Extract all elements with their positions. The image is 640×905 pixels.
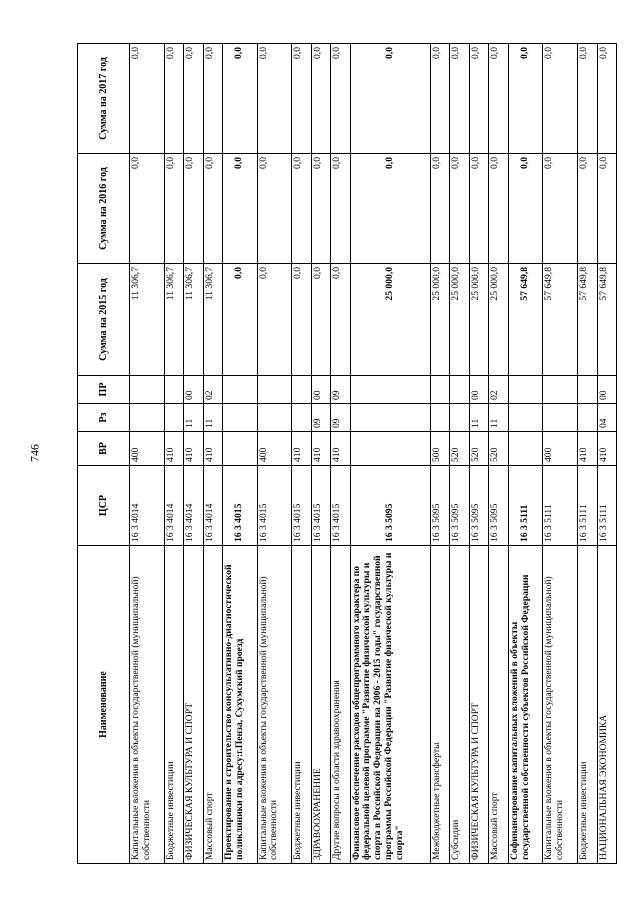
cell-name: Проектирование и строительство консультативно-диагностической поликлиники по адресу:г.Пенза, Сухумский проезд [223,546,258,864]
table-row [311,44,330,864]
cell-sum-2015: 25 000,0 [430,264,449,376]
cell-sum-2016: 0,0 [331,154,350,264]
cell-rz: 11 [489,404,508,432]
cell-vr [223,432,258,466]
table-row [543,44,578,864]
cell-sum-2016: 0,0 [508,154,543,264]
cell-vr: 410 [311,432,330,466]
cell-name: Капитальные вложения в объекты государственной (муниципальной) собственности [130,546,165,864]
cell-sum-2015: 0,0 [223,264,258,376]
cell-sum-2016: 0,0 [184,154,203,264]
cell-rz [164,404,183,432]
cell-csr: 16 3 4015 [331,466,350,546]
header-pr: ПР [78,376,130,404]
cell-pr [223,376,258,404]
cell-pr: 00 [469,376,488,404]
table-row [489,44,508,864]
cell-sum-2017: 0,0 [508,44,543,154]
budget-table [77,43,617,864]
cell-sum-2015: 25 000,0 [469,264,488,376]
cell-sum-2016: 0,0 [164,154,183,264]
page-number: 746 [27,444,42,462]
cell-sum-2015: 11 306,7 [203,264,222,376]
cell-name: ЗДРАВООХРАНЕНИЕ [311,546,330,864]
table-header-row [78,44,130,864]
cell-sum-2017: 0,0 [331,44,350,154]
cell-sum-2017: 0,0 [450,44,469,154]
table-row [597,44,616,864]
cell-name: Финансовое обеспечение расходов общепрограммного характера по федеральной целевой программе "Развитие физической культуры и спорта в Российской Федерации на 2006 - 2015 годы" государственной программы Российской Федерации "Развитие физической культуры и спорта" [350,546,430,864]
cell-vr: 410 [292,432,311,466]
cell-rz [130,404,165,432]
cell-pr [543,376,578,404]
cell-rz [450,404,469,432]
header-sum-2015: Сумма на 2015 год [78,264,130,376]
cell-pr: 02 [203,376,222,404]
cell-sum-2015: 0,0 [331,264,350,376]
table-row [292,44,311,864]
cell-csr: 16 3 4015 [223,466,258,546]
cell-rz: 11 [203,404,222,432]
cell-vr: 400 [257,432,292,466]
cell-sum-2017: 0,0 [597,44,616,154]
cell-sum-2015: 57 649,8 [578,264,597,376]
cell-sum-2015: 57 649,8 [543,264,578,376]
table-row [450,44,469,864]
cell-name: Межбюджетные трансферты [430,546,449,864]
table-row [469,44,488,864]
cell-pr: 00 [311,376,330,404]
cell-csr: 16 3 5095 [489,466,508,546]
table-row [184,44,203,864]
cell-sum-2016: 0,0 [130,154,165,264]
cell-sum-2017: 0,0 [203,44,222,154]
cell-rz: 11 [469,404,488,432]
cell-sum-2016: 0,0 [223,154,258,264]
cell-csr: 16 3 5111 [508,466,543,546]
cell-name: Массовый спорт [489,546,508,864]
table-row [350,44,430,864]
cell-sum-2015: 25 000,0 [489,264,508,376]
cell-sum-2016: 0,0 [350,154,430,264]
cell-pr: 02 [489,376,508,404]
cell-vr: 410 [331,432,350,466]
cell-sum-2015: 0,0 [311,264,330,376]
cell-csr: 16 3 5095 [430,466,449,546]
cell-name: Субсидии [450,546,469,864]
table-row [578,44,597,864]
cell-csr: 16 3 4014 [164,466,183,546]
cell-sum-2017: 0,0 [130,44,165,154]
cell-vr [508,432,543,466]
cell-sum-2017: 0,0 [184,44,203,154]
cell-rz [292,404,311,432]
table-row [257,44,292,864]
cell-vr: 520 [469,432,488,466]
cell-sum-2017: 0,0 [257,44,292,154]
cell-name: Капитальные вложения в объекты государственной (муниципальной) собственности [543,546,578,864]
cell-sum-2016: 0,0 [469,154,488,264]
cell-vr: 410 [203,432,222,466]
cell-vr [350,432,430,466]
table-body [130,44,617,864]
cell-rz [350,404,430,432]
cell-sum-2017: 0,0 [469,44,488,154]
cell-name: Бюджетные инвестиции [578,546,597,864]
cell-sum-2016: 0,0 [203,154,222,264]
cell-sum-2017: 0,0 [292,44,311,154]
header-sum-2016: Сумма на 2016 год [78,154,130,264]
cell-sum-2016: 0,0 [450,154,469,264]
cell-rz: 09 [311,404,330,432]
table-row [223,44,258,864]
cell-rz [578,404,597,432]
table-row [430,44,449,864]
cell-pr [164,376,183,404]
table-row [331,44,350,864]
cell-sum-2017: 0,0 [543,44,578,154]
cell-pr [508,376,543,404]
cell-pr [130,376,165,404]
cell-sum-2017: 0,0 [164,44,183,154]
header-sum-2017: Сумма на 2017 год [78,44,130,154]
cell-csr: 16 3 4014 [184,466,203,546]
cell-sum-2016: 0,0 [430,154,449,264]
cell-csr: 16 3 4015 [292,466,311,546]
cell-vr: 410 [164,432,183,466]
cell-sum-2017: 0,0 [578,44,597,154]
cell-name: Капитальные вложения в объекты государственной (муниципальной) собственности [257,546,292,864]
cell-rz [508,404,543,432]
cell-vr: 410 [597,432,616,466]
cell-sum-2015: 0,0 [257,264,292,376]
cell-vr: 400 [543,432,578,466]
cell-sum-2017: 0,0 [489,44,508,154]
cell-name: Бюджетные инвестиции [292,546,311,864]
header-rz: Рз [78,404,130,432]
header-csr: ЦСР [78,466,130,546]
cell-csr: 16 3 5095 [450,466,469,546]
cell-pr [257,376,292,404]
table-row [508,44,543,864]
table-row [130,44,165,864]
cell-vr: 500 [430,432,449,466]
cell-pr [292,376,311,404]
cell-pr [578,376,597,404]
cell-sum-2016: 0,0 [257,154,292,264]
cell-rz [543,404,578,432]
cell-vr: 520 [450,432,469,466]
cell-name: Софинансирование капитальных вложений в объекты государственной собственности субъектов Российской Федерации [508,546,543,864]
cell-sum-2015: 11 306,7 [164,264,183,376]
cell-csr: 16 3 5095 [469,466,488,546]
table-row [164,44,183,864]
cell-csr: 16 3 5111 [597,466,616,546]
cell-sum-2016: 0,0 [543,154,578,264]
cell-vr: 410 [184,432,203,466]
cell-sum-2015: 11 306,7 [130,264,165,376]
cell-csr: 16 3 4015 [311,466,330,546]
cell-pr: 00 [597,376,616,404]
cell-csr: 16 3 5111 [543,466,578,546]
cell-rz [257,404,292,432]
cell-vr: 400 [130,432,165,466]
cell-sum-2016: 0,0 [489,154,508,264]
header-name: Наименование [78,546,130,864]
header-vr: ВР [78,432,130,466]
rotated-table-container [77,44,617,864]
cell-sum-2015: 25 000,0 [450,264,469,376]
cell-csr: 16 3 5095 [350,466,430,546]
cell-pr: 09 [331,376,350,404]
cell-sum-2016: 0,0 [597,154,616,264]
cell-rz [223,404,258,432]
cell-vr: 520 [489,432,508,466]
cell-csr: 16 3 4014 [203,466,222,546]
cell-sum-2016: 0,0 [578,154,597,264]
cell-sum-2017: 0,0 [311,44,330,154]
cell-rz: 04 [597,404,616,432]
cell-pr: 00 [184,376,203,404]
cell-rz: 09 [331,404,350,432]
cell-sum-2016: 0,0 [292,154,311,264]
cell-sum-2015: 25 000,0 [350,264,430,376]
cell-sum-2017: 0,0 [223,44,258,154]
cell-sum-2015: 0,0 [292,264,311,376]
cell-sum-2016: 0,0 [311,154,330,264]
cell-name: Массовый спорт [203,546,222,864]
cell-name: ФИЗИЧЕСКАЯ КУЛЬТУРА И СПОРТ [184,546,203,864]
cell-csr: 16 3 5111 [578,466,597,546]
cell-pr [430,376,449,404]
cell-vr: 410 [578,432,597,466]
cell-sum-2017: 0,0 [430,44,449,154]
cell-sum-2017: 0,0 [350,44,430,154]
cell-sum-2015: 57 649,8 [508,264,543,376]
cell-name: Бюджетные инвестиции [164,546,183,864]
cell-pr [450,376,469,404]
cell-name: Другие вопросы в области здравоохранения [331,546,350,864]
cell-name: НАЦИОНАЛЬНАЯ ЭКОНОМИКА [597,546,616,864]
cell-rz [430,404,449,432]
table-row [203,44,222,864]
cell-name: ФИЗИЧЕСКАЯ КУЛЬТУРА И СПОРТ [469,546,488,864]
cell-sum-2015: 11 306,7 [184,264,203,376]
cell-csr: 16 3 4014 [130,466,165,546]
cell-pr [350,376,430,404]
cell-rz: 11 [184,404,203,432]
cell-csr: 16 3 4015 [257,466,292,546]
cell-sum-2015: 57 649,8 [597,264,616,376]
